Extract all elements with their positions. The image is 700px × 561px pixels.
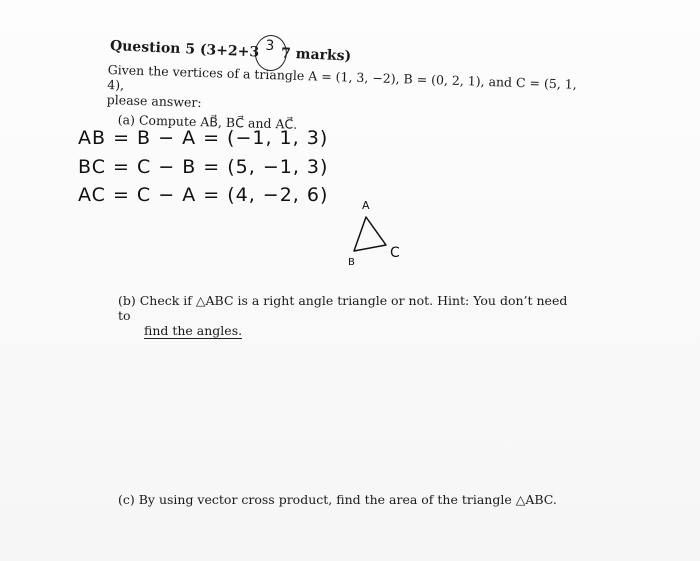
triangle-shape bbox=[354, 217, 386, 251]
part-b-line-1: (b) Check if △ABC is a right angle triangle or not. Hint: You don’t need to bbox=[118, 293, 568, 323]
intro-line-1: Given the vertices of a triangle A = (1, 3, −2), B = (0, 2, 1), and C = (5, 1, 4), bbox=[107, 62, 577, 93]
sketch-label-b: B bbox=[348, 257, 355, 268]
question-title-suffix: 7 marks) bbox=[280, 45, 352, 65]
part-b-prompt bbox=[118, 293, 568, 338]
part-a-prompt: (a) Compute AB⃗, BC⃗ and AC⃗. bbox=[117, 112, 298, 132]
intro-line-2: please answer: bbox=[106, 91, 202, 110]
sketch-label-a: A bbox=[362, 199, 370, 212]
triangle-sketch bbox=[340, 195, 420, 270]
handwritten-answer-bc: BC = C − B = (5, −1, 3) bbox=[78, 156, 329, 178]
sketch-label-c: C bbox=[390, 245, 400, 261]
part-b-line-2: find the angles. bbox=[144, 323, 243, 338]
handwritten-answer-ab: AB = B − A = (−1, 1, 3) bbox=[78, 127, 329, 149]
question-title-prefix: Question 5 (3+2+3 bbox=[109, 38, 260, 61]
handwritten-circle-annotation: 3 bbox=[254, 34, 288, 71]
handwritten-answer-ac: AC = C − A = (4, −2, 6) bbox=[78, 184, 329, 206]
part-c-prompt: (c) By using vector cross product, find the area of the triangle △ABC. bbox=[118, 492, 557, 507]
